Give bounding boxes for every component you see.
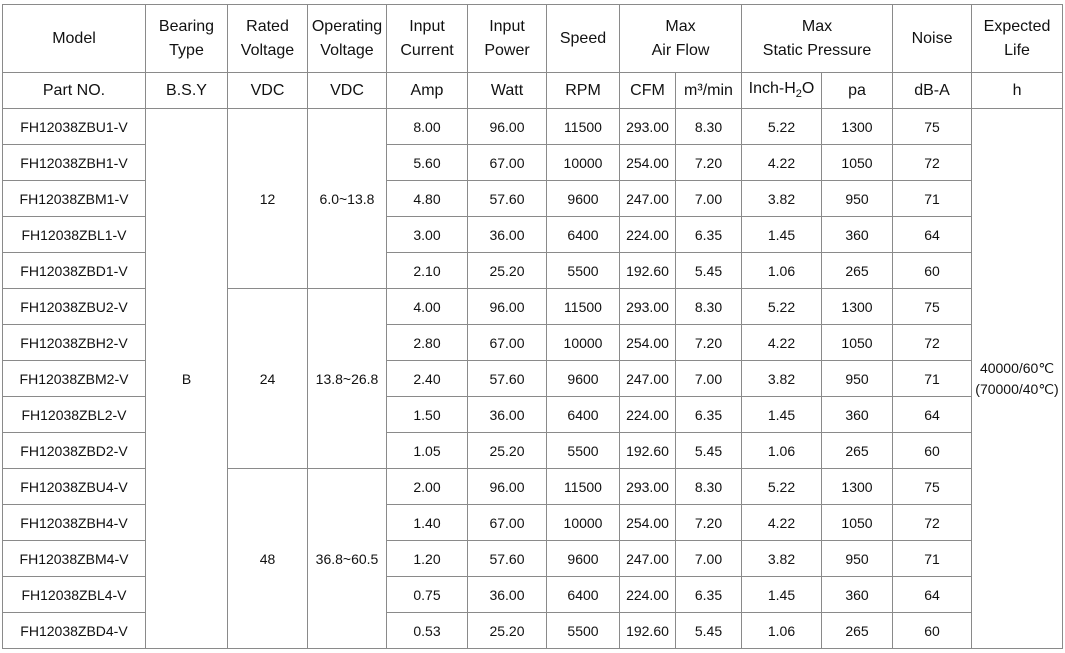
cell-input-current: 2.10 [387, 253, 468, 289]
cell-input-current: 2.80 [387, 325, 468, 361]
cell-model: FH12038ZBH4-V [3, 505, 146, 541]
cell-noise: 72 [893, 325, 972, 361]
cell-model: FH12038ZBM2-V [3, 361, 146, 397]
cell-model: FH12038ZBD4-V [3, 613, 146, 649]
cell-pressure-inch-h2o: 3.82 [742, 361, 822, 397]
header-operating-voltage: Operating Voltage [308, 5, 387, 73]
cell-air-flow-m3min: 6.35 [676, 577, 742, 613]
cell-air-flow-m3min: 5.45 [676, 253, 742, 289]
header-max-air-flow: Max Air Flow [620, 5, 742, 73]
cell-input-power: 36.00 [468, 397, 547, 433]
cell-pressure-pa: 265 [822, 613, 893, 649]
cell-speed: 5500 [547, 253, 620, 289]
cell-input-current: 3.00 [387, 217, 468, 253]
cell-air-flow-m3min: 6.35 [676, 217, 742, 253]
unit-rated-vdc: VDC [228, 73, 308, 109]
unit-cfm: CFM [620, 73, 676, 109]
cell-speed: 11500 [547, 469, 620, 505]
cell-air-flow-m3min: 7.00 [676, 361, 742, 397]
cell-noise: 60 [893, 433, 972, 469]
cell-air-flow-cfm: 293.00 [620, 109, 676, 145]
cell-speed: 9600 [547, 181, 620, 217]
cell-pressure-pa: 1300 [822, 469, 893, 505]
cell-input-power: 67.00 [468, 145, 547, 181]
cell-air-flow-cfm: 254.00 [620, 505, 676, 541]
cell-speed: 6400 [547, 217, 620, 253]
cell-rated-voltage: 12 [228, 109, 308, 289]
cell-air-flow-m3min: 8.30 [676, 289, 742, 325]
cell-pressure-inch-h2o: 3.82 [742, 181, 822, 217]
cell-input-power: 96.00 [468, 289, 547, 325]
header-expected-life: Expected Life [972, 5, 1063, 73]
cell-input-power: 96.00 [468, 469, 547, 505]
cell-input-power: 25.20 [468, 253, 547, 289]
cell-air-flow-cfm: 247.00 [620, 181, 676, 217]
cell-model: FH12038ZBU4-V [3, 469, 146, 505]
cell-pressure-inch-h2o: 1.06 [742, 253, 822, 289]
cell-speed: 5500 [547, 613, 620, 649]
cell-air-flow-m3min: 7.20 [676, 505, 742, 541]
unit-watt: Watt [468, 73, 547, 109]
cell-noise: 60 [893, 613, 972, 649]
cell-pressure-inch-h2o: 4.22 [742, 505, 822, 541]
cell-noise: 71 [893, 181, 972, 217]
cell-input-power: 25.20 [468, 613, 547, 649]
cell-pressure-pa: 1050 [822, 145, 893, 181]
cell-pressure-pa: 1300 [822, 289, 893, 325]
cell-pressure-inch-h2o: 1.06 [742, 433, 822, 469]
cell-model: FH12038ZBU1-V [3, 109, 146, 145]
cell-model: FH12038ZBH1-V [3, 145, 146, 181]
unit-m3min: m³/min [676, 73, 742, 109]
header-input-current: Input Current [387, 5, 468, 73]
cell-input-power: 67.00 [468, 505, 547, 541]
cell-model: FH12038ZBD1-V [3, 253, 146, 289]
cell-input-current: 1.20 [387, 541, 468, 577]
cell-model: FH12038ZBL4-V [3, 577, 146, 613]
cell-speed: 5500 [547, 433, 620, 469]
cell-input-power: 25.20 [468, 433, 547, 469]
cell-speed: 9600 [547, 361, 620, 397]
cell-pressure-inch-h2o: 1.45 [742, 577, 822, 613]
cell-model: FH12038ZBM4-V [3, 541, 146, 577]
header-input-power: Input Power [468, 5, 547, 73]
cell-input-current: 4.80 [387, 181, 468, 217]
cell-rated-voltage: 24 [228, 289, 308, 469]
cell-air-flow-m3min: 8.30 [676, 109, 742, 145]
cell-input-current: 1.40 [387, 505, 468, 541]
cell-input-power: 36.00 [468, 217, 547, 253]
cell-model: FH12038ZBU2-V [3, 289, 146, 325]
cell-air-flow-m3min: 7.00 [676, 541, 742, 577]
unit-inch-h2o: Inch-$H_2O$ [742, 73, 822, 109]
cell-air-flow-cfm: 254.00 [620, 325, 676, 361]
header-bearing-type: Bearing Type [146, 5, 228, 73]
unit-pa: pa [822, 73, 893, 109]
cell-input-current: 0.53 [387, 613, 468, 649]
cell-rated-voltage: 48 [228, 469, 308, 649]
cell-pressure-inch-h2o: 1.06 [742, 613, 822, 649]
cell-air-flow-cfm: 224.00 [620, 397, 676, 433]
cell-speed: 9600 [547, 541, 620, 577]
cell-input-current: 2.00 [387, 469, 468, 505]
cell-noise: 71 [893, 361, 972, 397]
cell-model: FH12038ZBL1-V [3, 217, 146, 253]
cell-input-current: 1.05 [387, 433, 468, 469]
cell-pressure-pa: 360 [822, 577, 893, 613]
cell-model: FH12038ZBH2-V [3, 325, 146, 361]
cell-pressure-pa: 265 [822, 433, 893, 469]
cell-model: FH12038ZBM1-V [3, 181, 146, 217]
cell-air-flow-m3min: 5.45 [676, 433, 742, 469]
cell-air-flow-m3min: 7.00 [676, 181, 742, 217]
cell-input-power: 57.60 [468, 181, 547, 217]
header-noise: Noise [893, 5, 972, 73]
cell-noise: 64 [893, 397, 972, 433]
cell-noise: 71 [893, 541, 972, 577]
cell-operating-voltage: 36.8~60.5 [308, 469, 387, 649]
header-rated-voltage: Rated Voltage [228, 5, 308, 73]
cell-air-flow-cfm: 224.00 [620, 217, 676, 253]
cell-model: FH12038ZBL2-V [3, 397, 146, 433]
table-row [3, 109, 1063, 145]
units-row [3, 73, 1063, 109]
cell-pressure-pa: 265 [822, 253, 893, 289]
cell-air-flow-m3min: 8.30 [676, 469, 742, 505]
cell-input-power: 36.00 [468, 577, 547, 613]
cell-pressure-inch-h2o: 5.22 [742, 469, 822, 505]
cell-pressure-pa: 1300 [822, 109, 893, 145]
cell-input-current: 5.60 [387, 145, 468, 181]
cell-operating-voltage: 6.0~13.8 [308, 109, 387, 289]
cell-pressure-pa: 1050 [822, 505, 893, 541]
cell-input-current: 0.75 [387, 577, 468, 613]
cell-speed: 11500 [547, 289, 620, 325]
unit-operating-vdc: VDC [308, 73, 387, 109]
cell-speed: 10000 [547, 145, 620, 181]
cell-noise: 64 [893, 577, 972, 613]
cell-noise: 75 [893, 289, 972, 325]
cell-input-power: 67.00 [468, 325, 547, 361]
cell-noise: 60 [893, 253, 972, 289]
cell-air-flow-cfm: 192.60 [620, 433, 676, 469]
header-model: Model [3, 5, 146, 73]
cell-pressure-pa: 1050 [822, 325, 893, 361]
cell-speed: 11500 [547, 109, 620, 145]
cell-pressure-inch-h2o: 1.45 [742, 217, 822, 253]
cell-air-flow-m3min: 7.20 [676, 325, 742, 361]
unit-bsy: B.S.Y [146, 73, 228, 109]
cell-air-flow-cfm: 247.00 [620, 361, 676, 397]
unit-hours: h [972, 73, 1063, 109]
fan-spec-table [2, 4, 1063, 649]
cell-air-flow-m3min: 6.35 [676, 397, 742, 433]
cell-pressure-inch-h2o: 1.45 [742, 397, 822, 433]
cell-noise: 72 [893, 145, 972, 181]
cell-noise: 72 [893, 505, 972, 541]
cell-air-flow-cfm: 247.00 [620, 541, 676, 577]
cell-speed: 6400 [547, 397, 620, 433]
cell-pressure-inch-h2o: 4.22 [742, 325, 822, 361]
cell-noise: 75 [893, 109, 972, 145]
cell-pressure-inch-h2o: 3.82 [742, 541, 822, 577]
cell-noise: 64 [893, 217, 972, 253]
cell-input-current: 4.00 [387, 289, 468, 325]
cell-model: FH12038ZBD2-V [3, 433, 146, 469]
cell-input-power: 57.60 [468, 361, 547, 397]
cell-pressure-pa: 950 [822, 541, 893, 577]
cell-operating-voltage: 13.8~26.8 [308, 289, 387, 469]
cell-air-flow-m3min: 5.45 [676, 613, 742, 649]
cell-air-flow-m3min: 7.20 [676, 145, 742, 181]
header-row [3, 5, 1063, 73]
header-max-static-pressure: Max Static Pressure [742, 5, 893, 73]
cell-pressure-pa: 360 [822, 217, 893, 253]
cell-expected-life: 40000/60℃ (70000/40℃) [972, 109, 1063, 649]
cell-air-flow-cfm: 293.00 [620, 289, 676, 325]
cell-pressure-inch-h2o: 4.22 [742, 145, 822, 181]
unit-dba: dB-A [893, 73, 972, 109]
cell-input-power: 96.00 [468, 109, 547, 145]
cell-air-flow-cfm: 192.60 [620, 253, 676, 289]
cell-air-flow-cfm: 254.00 [620, 145, 676, 181]
unit-amp: Amp [387, 73, 468, 109]
cell-pressure-inch-h2o: 5.22 [742, 109, 822, 145]
cell-pressure-pa: 950 [822, 361, 893, 397]
cell-speed: 6400 [547, 577, 620, 613]
cell-speed: 10000 [547, 505, 620, 541]
cell-pressure-pa: 950 [822, 181, 893, 217]
header-speed: Speed [547, 5, 620, 73]
cell-input-current: 1.50 [387, 397, 468, 433]
cell-pressure-inch-h2o: 5.22 [742, 289, 822, 325]
unit-part-no: Part NO. [3, 73, 146, 109]
cell-input-current: 2.40 [387, 361, 468, 397]
cell-noise: 75 [893, 469, 972, 505]
cell-air-flow-cfm: 192.60 [620, 613, 676, 649]
cell-air-flow-cfm: 293.00 [620, 469, 676, 505]
cell-input-power: 57.60 [468, 541, 547, 577]
unit-rpm: RPM [547, 73, 620, 109]
cell-air-flow-cfm: 224.00 [620, 577, 676, 613]
cell-pressure-pa: 360 [822, 397, 893, 433]
cell-speed: 10000 [547, 325, 620, 361]
cell-bearing: B [146, 109, 228, 649]
cell-input-current: 8.00 [387, 109, 468, 145]
